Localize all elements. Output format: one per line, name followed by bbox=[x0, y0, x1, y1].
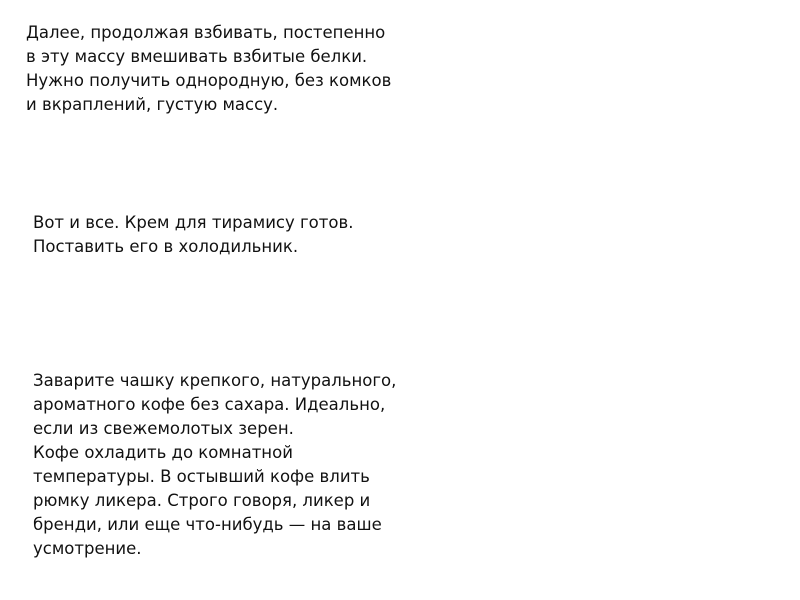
text-line: Поставить его в холодильник. bbox=[33, 237, 299, 256]
instruction-paragraph-coffee bbox=[33, 369, 396, 561]
text-line: и вкраплений, густую массу. bbox=[26, 95, 279, 114]
text-line: рюмку ликера. Строго говоря, ликер и bbox=[33, 491, 371, 510]
text-line: усмотрение. bbox=[33, 539, 142, 558]
text-line: Далее, продолжая взбивать, постепенно bbox=[26, 23, 386, 42]
instruction-paragraph-cream-ready bbox=[33, 211, 353, 259]
text-line: Кофе охладить до комнатной bbox=[33, 443, 293, 462]
text-line: в эту массу вмешивать взбитые белки. bbox=[26, 47, 368, 66]
text-line: ароматного кофе без сахара. Идеально, bbox=[33, 395, 386, 414]
instruction-paragraph-whisking bbox=[26, 21, 391, 117]
text-line: Заварите чашку крепкого, натурального, bbox=[33, 371, 397, 390]
text-line: Вот и все. Крем для тирамису готов. bbox=[33, 213, 354, 232]
text-line: Нужно получить однородную, без комков bbox=[26, 71, 392, 90]
text-line: температуры. В остывший кофе влить bbox=[33, 467, 370, 486]
text-line: бренди, или еще что-нибудь — на ваше bbox=[33, 515, 382, 534]
text-line: если из свежемолотых зерен. bbox=[33, 419, 294, 438]
